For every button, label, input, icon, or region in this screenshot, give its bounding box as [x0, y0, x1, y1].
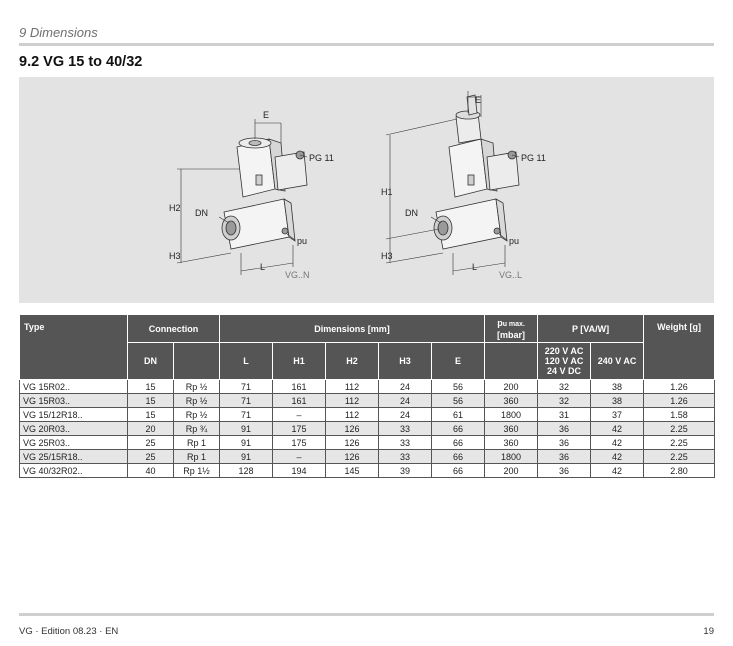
footer-edition: VG · Edition 08.23 · EN: [19, 626, 119, 637]
header-dimensions: Dimensions [mm]: [220, 315, 485, 343]
cell-dn: 15: [128, 394, 174, 408]
label-e-n: E: [263, 110, 270, 120]
cell-dn: 20: [128, 422, 174, 436]
cell-type: VG 25R03..: [20, 436, 128, 450]
header-v-240: 240 V AC: [591, 343, 644, 380]
cell-rp: Rp ¾: [174, 422, 220, 436]
label-dn-l: DN: [405, 208, 418, 218]
cell-weight: 1.26: [644, 394, 715, 408]
cell-dn: 25: [128, 436, 174, 450]
header-type: Type: [20, 315, 128, 380]
cell-weight: 1.26: [644, 380, 715, 394]
label-pu-l: pu: [509, 236, 520, 246]
cell-l: 91: [220, 436, 273, 450]
subsection-title: 9.2 VG 15 to 40/32: [19, 54, 143, 70]
dimensions-table: [19, 314, 715, 478]
cell-l: 128: [220, 464, 273, 478]
cell-h1: –: [273, 408, 326, 422]
cell-type: VG 15/12R18..: [20, 408, 128, 422]
cell-pu: 200: [485, 464, 538, 478]
label-dn-n: DN: [195, 208, 208, 218]
cell-h1: 161: [273, 394, 326, 408]
cell-rp: Rp 1: [174, 436, 220, 450]
cell-h1: 175: [273, 422, 326, 436]
cell-e: 61: [432, 408, 485, 422]
cell-l: 71: [220, 408, 273, 422]
header-e: E: [432, 343, 485, 380]
table-row: [20, 408, 715, 422]
cell-h2: 126: [326, 436, 379, 450]
cell-e: 66: [432, 450, 485, 464]
cell-h3: 24: [379, 394, 432, 408]
cell-weight: 2.25: [644, 436, 715, 450]
cell-dn: 15: [128, 408, 174, 422]
label-pg-l: PG 11: [521, 153, 546, 163]
label-h3-n: H3: [169, 251, 181, 261]
header-v-dc: 24 V DC: [547, 366, 582, 376]
section-rule: [19, 43, 714, 46]
cell-dn: 15: [128, 380, 174, 394]
header-pu-main: p: [497, 317, 503, 328]
cell-h3: 33: [379, 422, 432, 436]
cell-h1: 161: [273, 380, 326, 394]
table-row: [20, 464, 715, 478]
header-h1: H1: [273, 343, 326, 380]
table-row: [20, 436, 715, 450]
caption-l: VG..L: [499, 270, 523, 280]
cell-type: VG 15R03..: [20, 394, 128, 408]
cell-p2: 38: [591, 380, 644, 394]
cell-h3: 24: [379, 380, 432, 394]
cell-h1: 175: [273, 436, 326, 450]
cell-p2: 42: [591, 436, 644, 450]
cell-p1: 31: [538, 408, 591, 422]
label-pu-n: pu: [297, 236, 308, 246]
cell-p1: 36: [538, 422, 591, 436]
cell-l: 71: [220, 394, 273, 408]
page-number: 19: [703, 626, 714, 637]
cell-p1: 36: [538, 436, 591, 450]
cell-h1: –: [273, 450, 326, 464]
cell-pu: 1800: [485, 408, 538, 422]
cell-p1: 36: [538, 464, 591, 478]
cell-h2: 112: [326, 408, 379, 422]
cell-h2: 112: [326, 394, 379, 408]
cell-pu: 360: [485, 422, 538, 436]
cell-rp: Rp ½: [174, 408, 220, 422]
caption-n: VG..N: [285, 270, 310, 280]
valve-drawing-n: [222, 138, 307, 249]
dimension-drawing: [19, 77, 714, 303]
cell-rp: Rp 1½: [174, 464, 220, 478]
cell-weight: 1.58: [644, 408, 715, 422]
cell-rp: Rp ½: [174, 394, 220, 408]
cell-dn: 25: [128, 450, 174, 464]
cell-h2: 112: [326, 380, 379, 394]
cell-l: 91: [220, 450, 273, 464]
cell-p1: 32: [538, 380, 591, 394]
cell-pu: 1800: [485, 450, 538, 464]
cell-e: 56: [432, 380, 485, 394]
cell-weight: 2.25: [644, 422, 715, 436]
cell-h3: 24: [379, 408, 432, 422]
cell-p2: 42: [591, 464, 644, 478]
cell-type: VG 20R03..: [20, 422, 128, 436]
label-h1-l: H1: [381, 187, 393, 197]
cell-h2: 126: [326, 422, 379, 436]
cell-l: 71: [220, 380, 273, 394]
cell-p1: 32: [538, 394, 591, 408]
header-v-ac-2: 120 V AC: [544, 356, 584, 366]
cell-rp: Rp 1: [174, 450, 220, 464]
cell-rp: Rp ½: [174, 380, 220, 394]
cell-h2: 145: [326, 464, 379, 478]
header-weight: Weight [g]: [644, 315, 715, 380]
header-connection: Connection: [128, 315, 220, 343]
footer-rule: [19, 613, 714, 616]
section-title: 9 Dimensions: [19, 25, 98, 40]
dimension-figure: [19, 77, 714, 303]
cell-type: VG 25/15R18..: [20, 450, 128, 464]
cell-h3: 33: [379, 436, 432, 450]
cell-l: 91: [220, 422, 273, 436]
cell-p2: 37: [591, 408, 644, 422]
cell-e: 66: [432, 422, 485, 436]
cell-p1: 36: [538, 450, 591, 464]
cell-dn: 40: [128, 464, 174, 478]
cell-h3: 39: [379, 464, 432, 478]
header-rp: [174, 343, 220, 380]
label-e-l: E: [475, 95, 482, 105]
header-v-ac-1: 220 V AC: [544, 346, 584, 356]
header-pu-unit: [mbar]: [497, 329, 526, 340]
header-l: L: [220, 343, 273, 380]
header-voltage-multi: [538, 343, 591, 380]
valve-drawing-l: [434, 95, 519, 249]
cell-type: VG 15R02..: [20, 380, 128, 394]
cell-pu: 200: [485, 380, 538, 394]
table-row: [20, 380, 715, 394]
cell-h2: 126: [326, 450, 379, 464]
header-dn: DN: [128, 343, 174, 380]
cell-weight: 2.25: [644, 450, 715, 464]
header-pu-sub: u max.: [502, 320, 525, 328]
table-row: [20, 394, 715, 408]
header-h3: H3: [379, 343, 432, 380]
label-l-n: L: [260, 262, 266, 272]
cell-weight: 2.80: [644, 464, 715, 478]
label-h3-l: H3: [381, 251, 393, 261]
label-pg-n: PG 11: [309, 153, 334, 163]
header-pu-max: [485, 315, 538, 343]
cell-p2: 42: [591, 450, 644, 464]
cell-p2: 38: [591, 394, 644, 408]
cell-p2: 42: [591, 422, 644, 436]
cell-pu: 360: [485, 394, 538, 408]
cell-pu: 360: [485, 436, 538, 450]
cell-type: VG 40/32R02..: [20, 464, 128, 478]
table-row: [20, 450, 715, 464]
header-h2: H2: [326, 343, 379, 380]
cell-h3: 33: [379, 450, 432, 464]
label-l-l: L: [472, 262, 478, 272]
cell-e: 56: [432, 394, 485, 408]
header-power: P [VA/W]: [538, 315, 644, 343]
table-row: [20, 422, 715, 436]
cell-e: 66: [432, 436, 485, 450]
cell-e: 66: [432, 464, 485, 478]
header-pu-blank: [485, 343, 538, 380]
label-h2-n: H2: [169, 203, 181, 213]
cell-h1: 194: [273, 464, 326, 478]
